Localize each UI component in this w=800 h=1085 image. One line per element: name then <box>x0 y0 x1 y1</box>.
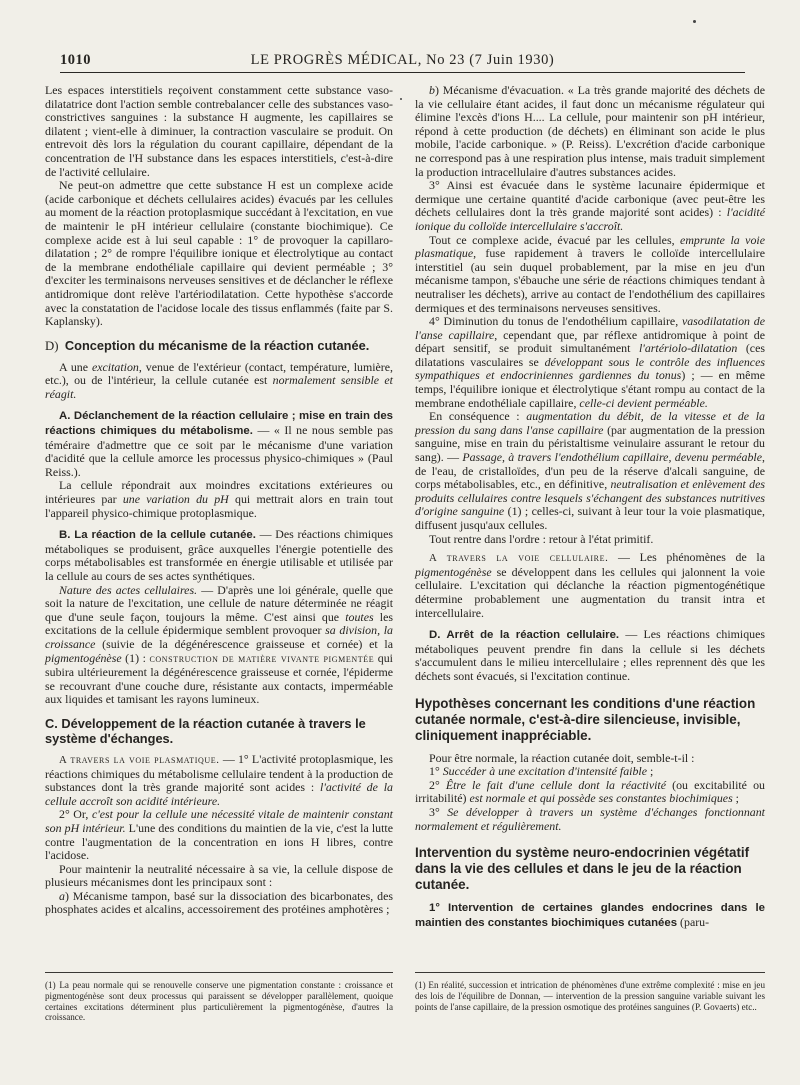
footnote: (1) En réalité, succession et intrication de phénomènes d'une extrême complexité : mise en jeu des lois de l'équilibre de Donnan, — intervention de la pression sanguine variable suivant les points de l'anse capillaire, de la pression osmotique des protéines sanguines (P. Govaerts) etc.. <box>415 980 765 1012</box>
right-column <box>415 84 765 930</box>
journal-title: LE PROGRÈS MÉDICAL, No 23 (7 Juin 1930) <box>250 52 555 68</box>
paragraph: A travers la voie cellulaire. — Les phénomènes de la pigmentogénèse se développent dans les cellules qui jalonnent la voie cellulaire. L'excitation qui déclanche la réaction pigmentogénétique détermine probablement une augmentation du transit intra et intercellulaire. <box>415 550 765 620</box>
paragraph: Les espaces interstitiels reçoivent constamment cette substance vaso-dilatatrice dont l'action semble contrebalancer celle des substances vaso-constrictives sanguines : la substance H augmente, les capillaires se dilatent ; vient-elle à diminuer, la contraction vasculaire se produit. On entrevoit dès lors la régulation du courant capillaire, dépendant de la concentration de l'H substance dans les espaces interstitiels, c'est-à-dire de l'activité cellulaire. <box>45 83 393 179</box>
list-item: 2° Être le fait d'une cellule dont la réactivité (ou excitabilité ou irritabilité) est normale et qui possède ses constantes biochimiques ; <box>415 777 765 806</box>
page-number: 1010 <box>60 52 91 68</box>
paragraph: Tout ce complexe acide, évacué par les cellules, emprunte la voie plasmatique, fuse rapidement à travers le colloïde intercellulaire interstitiel (au sein duquel probablement, par la mise en jeu d'un mécanisme tampon, s'ébauche une série de réactions chimiques tendant à neutraliser les déchets), arrive au contact de l'endothélium des capillaires dermiques et des terminaisons nerveuses sensitives. <box>415 232 765 315</box>
running-header <box>60 52 745 73</box>
list-item: 3° Se développer à travers un système d'échanges fonctionnant normalement et régulièrement. <box>415 804 765 833</box>
paragraph: Pour maintenir la neutralité nécessaire à sa vie, la cellule dispose de plusieurs mécanismes dont les principaux sont : <box>45 861 393 890</box>
list-item: 1° Succéder à une excitation d'intensité faible ; <box>429 764 654 779</box>
section-heading: Hypothèses concernant les conditions d'une réaction cutanée normale, c'est-à-dire silencieuse, invisible, cliniquement inappréciable. <box>415 695 756 743</box>
subsection-heading: C. Développement de la réaction cutanée à travers le système d'échanges. <box>45 715 366 746</box>
subsection-label: B. La réaction de la cellule cutanée. <box>59 529 256 542</box>
paragraph: La cellule répondrait aux moindres excitations extérieures ou intérieures par une variation du pH qui mettrait alors en train tout l'appareil physico-chimique protoplasmique. <box>45 478 394 520</box>
footnote-rule <box>415 972 765 973</box>
footnote: (1) La peau normale qui se renouvelle conserve une pigmentation constante : croissance et pigmentogénèse sont deux processus qui paraissent se développer parallèlement, quoique certaines excitations déterminent plus particulièrement la pigmentogénèse, d'autres la croissance. <box>45 980 393 1023</box>
paper-speck <box>400 98 402 100</box>
paragraph: 4° Diminution du tonus de l'endothélium capillaire, vasodilatation de l'anse capillaire, cependant que, par réflexe antidromique à point de départ sensitif, se produit simultanément l'artériolo-dilatation (ces dilatations vasculaires se développant sous le contrôle des influences sympathiques et endocriniennes gardiennes du tonus) ; — en même temps, l'équilibre ionique et électrolytique s'étant rompu au contact de la membrane endothéliale capillaire, celle-ci devient perméable. <box>415 314 765 410</box>
subsection-label: A. Déclanchement de la réaction cellulaire ; mise en train des réactions chimiques du métabolisme. <box>45 410 393 438</box>
section-heading: Intervention du système neuro-endocrinien végétatif dans la vie des cellules et dans le jeu de la réaction cutanée. <box>415 845 750 893</box>
paragraph: A une excitation, venue de l'extérieur (contact, température, lumière, etc.), ou de l'intérieur, la cellule cutanée est normalement sensible et réagit. <box>45 359 394 401</box>
paragraph: 2° Or, c'est pour la cellule une nécessité vitale de maintenir constant son pH intérieur. L'une des conditions du maintien de la vie, c'est la lutte contre l'augmentation de la concentration en ions H libres, contre l'acidose. <box>45 807 393 863</box>
footnote-rule <box>45 972 393 973</box>
paragraph: 1° Intervention de certaines glandes endocrines dans le maintien des constantes biochimiques cutanées (paru- <box>415 902 765 929</box>
paragraph: 3° Ainsi est évacuée dans le système lacunaire épidermique et dermique une certaine quantité d'acide carbonique (avec peut-être les déchets cellulaires dont la très grande majorité sont acides) : l'acidité ionique du colloïde intercellulaire s'accroît. <box>415 178 765 233</box>
paragraph: D. Arrêt de la réaction cellulaire. — Les réactions chimiques métaboliques peuvent prendre fin dans la cellule si les déchets s'accumulent dans le milieu intercellulaire ; elles reprennent dès que les déchets sont évacués, si l'excitation continue. <box>415 627 765 683</box>
paragraph: A. Déclanchement de la réaction cellulaire ; mise en train des réactions chimiques du métabolisme. — « Il ne nous semble pas téméraire d'admettre que ce soit par le mécanisme d'une variation d'acidité que la cellule amorce les processus physico-chimiques » (Paul Reiss.). <box>45 410 394 479</box>
paragraph: En conséquence : augmentation du débit, de la vitesse et de la pression du sang dans l'anse capillaire (par augmentation de la pression sanguine, mise en train du péristaltisme veinulaire assurant le retour du sang). — Passage, à travers l'endothélium capillaire, devenu perméable, de l'eau, de cristalloïdes, d'un peu de la réserve d'alcali sanguine, de corps métabolisables, etc., en définitive, neutralisation et enlèvement des produits cellulaires contre lesquels s'échangent des substances nutritives d'origine sanguine (1) ; celles-ci, suivant à leur tour la voie plasmatique, diffusent jusqu'aux cellules. <box>415 409 765 532</box>
paragraph: Nature des actes cellulaires. — D'après une loi générale, quelle que soit la nature de l'excitation, une cellule de nature déterminée ne réagit que d'une seule façon, toujours la même. C'est ainsi que toutes les excitations de la cellule épidermique semblent provoquer sa division, la croissance (suivie de la dégénérescence graisseuse et cornée) et la pigmentogénèse (1) : construction de matière vivante pigmentée qui subira ultérieurement la dégénérescence graisseuse et cornée, l'épiderme se recouvrant d'une couche dure, résistante aux contacts, imperméable aux liquides et tamisant les rayons lumineux. <box>45 582 393 707</box>
section-heading: D) Conception du mécanisme de la réaction cutanée. <box>45 337 370 353</box>
paragraph: B. La réaction de la cellule cutanée. — Des réactions chimiques métaboliques se produisent, grâce auxquelles l'énergie potentielle des corps métabolisables est transformée en énergie utilisable et utilisée par la cellule au cours de ses actes synthétiques. <box>45 527 393 583</box>
paragraph: a) Mécanisme tampon, basé sur la dissociation des bicarbonates, des phosphates acides et alcalins, accessoirement des protéines amphotères ; <box>45 888 393 917</box>
paragraph: A travers la voie plasmatique. — 1° L'activité protoplasmique, les réactions chimiques du métabolisme cellulaire tendent à la production de substances dont la très grande majorité sont acides : l'activité de la cellule accroît son acidité intérieure. <box>45 751 393 808</box>
paragraph: Pour être normale, la réaction cutanée doit, semble-t-il : <box>429 750 695 765</box>
left-column <box>45 84 393 917</box>
paragraph: Tout rentre dans l'ordre : retour à l'état primitif. <box>429 531 654 546</box>
paragraph: b) Mécanisme d'évacuation. « La très grande majorité des déchets de la vie cellulaire étant acides, il faut donc un mécanisme régulateur qui élimine l'excès d'ions H.... La cellule, pour maintenir son pH intérieur, répond à cette production (de déchets) en éliminant son acide le plus mobile, l'acide carbonique. » (P. Reiss). L'excrétion d'acide carbonique ne correspond pas à une respiration plus intense, mais traduit simplement la production intracellulaire d'autres substances acides. <box>415 83 765 179</box>
paper-speck <box>693 20 696 23</box>
subsection-label: D. Arrêt de la réaction cellulaire. <box>429 629 620 642</box>
paragraph: Ne peut-on admettre que cette substance H est un complexe acide (acide carbonique et déchets cellulaires acides) évacués par les cellules au moment de la réaction protoplasmique succédant à l'excitation, en vue de maintenir le pH intérieur cellulaire (constante biochimique). Ce complexe acide est à lui seul capable : 1° de provoquer la capillaro-dilatation ; 2° de rompre l'équilibre ionique et électrolytique au contact de la membrane endothéliale capillaire qui devient perméable ; 3° d'exciter les terminaisons nerveuses sensitives et de déclancher le réflexe antidromique dont relève l'artériodilatation. Cette hypothèse s'accorde avec la constatation de l'acidose locale des tissus enflammés (faite par S. Kaplansky). <box>45 178 393 329</box>
